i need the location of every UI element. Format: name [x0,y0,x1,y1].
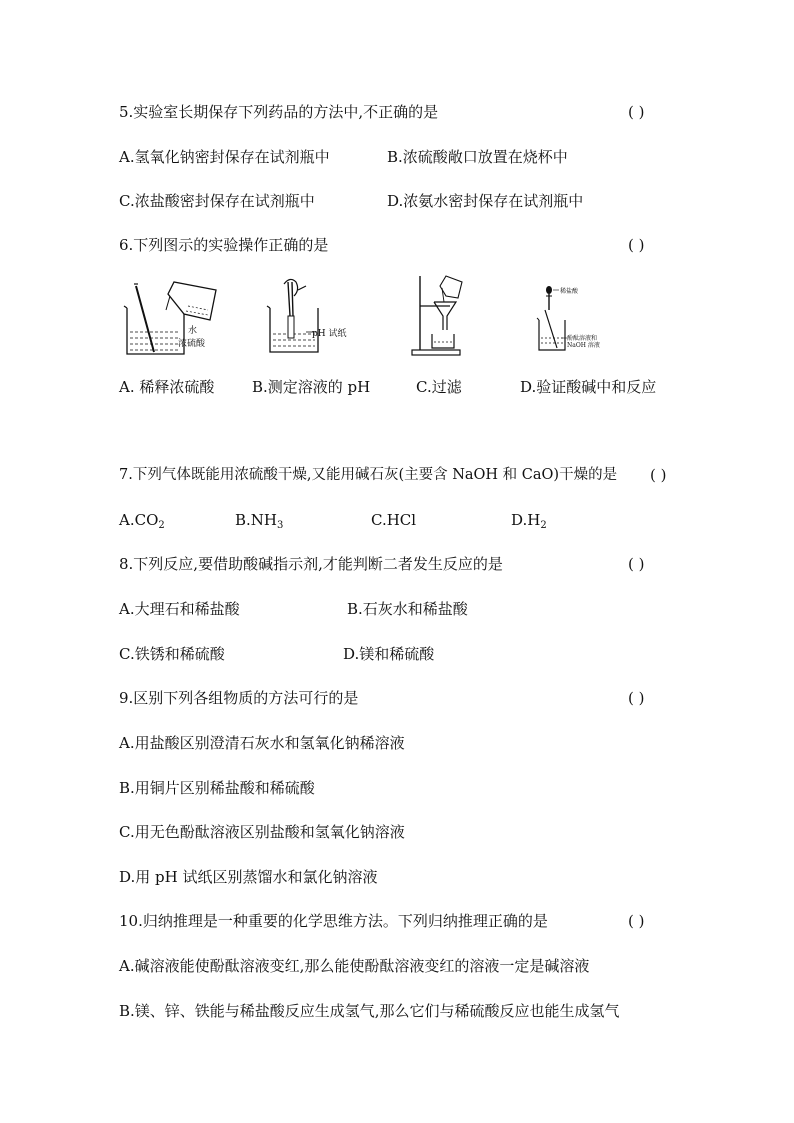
q8-option-b: B.石灰水和稀盐酸 [347,600,468,618]
q8-option-c: C.铁锈和稀硫酸 [119,645,225,663]
q10-option-a: A.碱溶液能使酚酞溶液变红,那么能使酚酞溶液变红的溶液一定是碱溶液 [119,957,590,975]
q10-option-b: B.镁、锌、铁能与稀盐酸反应生成氢气,那么它们与稀硫酸反应也能生成氢气 [119,1002,620,1020]
q7-option-b [235,510,283,530]
q5-answer-paren: ( ) [628,103,645,121]
label-phenol-2: NaOH 溶液 [567,342,600,349]
q5-option-d: D.浓氨水密封保存在试剂瓶中 [387,192,584,210]
q7-stem: 7.下列气体既能用浓硫酸干燥,又能用碱石灰(主要含 NaOH 和 CaO)干燥的是 [119,467,618,483]
label-conc-acid: 浓硫酸 [178,339,206,349]
q5-stem: 5.实验室长期保存下列药品的方法中,不正确的是 [119,103,439,121]
figure-dilute-acid [122,276,232,358]
q9-option-a: A.用盐酸区别澄清石灰水和氢氧化钠稀溶液 [119,734,405,752]
q6-option-d: D.验证酸碱中和反应 [520,378,657,396]
q7-option-b-text: B.NH [235,511,277,529]
q6-stem: 6.下列图示的实验操作正确的是 [119,236,329,254]
q5-option-c: C.浓盐酸密封保存在试剂瓶中 [119,192,315,210]
q8-option-d: D.镁和稀硫酸 [343,645,435,663]
q9-stem: 9.区别下列各组物质的方法可行的是 [119,689,359,707]
q7-option-a [119,510,165,530]
q6-option-c: C.过滤 [416,378,462,396]
q9-option-c: C.用无色酚酞溶液区别盐酸和氢氧化钠溶液 [119,823,405,841]
q6-answer-paren: ( ) [628,236,645,254]
q7-option-c: C.HCl [371,511,417,529]
q9-option-b: B.用铜片区别稀盐酸和稀硫酸 [119,779,315,797]
q7-option-d-sub: 2 [540,520,547,531]
q9-answer-paren: ( ) [628,689,645,707]
q7-option-d-text: D.H [511,511,541,529]
q8-answer-paren: ( ) [628,555,645,573]
figure-measure-ph [266,276,366,358]
figure-filtration [410,272,466,358]
label-phenol-1: 酚酞溶液和 [567,335,598,342]
q8-option-a: A.大理石和稀盐酸 [119,600,240,618]
label-water: 水 [188,326,198,336]
q10-answer-paren: ( ) [628,912,645,930]
q10-stem: 10.归纳推理是一种重要的化学思维方法。下列归纳推理正确的是 [119,912,548,930]
q9-option-d: D.用 pH 试纸区别蒸馏水和氯化钠溶液 [119,868,378,886]
q7-option-d [511,510,547,530]
q5-option-b: B.浓硫酸敞口放置在烧杯中 [387,148,568,166]
q7-option-b-sub: 3 [277,520,284,531]
q7-option-a-sub: 2 [158,520,165,531]
q5-option-a: A.氢氧化钠密封保存在试剂瓶中 [119,148,330,166]
label-dilute-hcl: 稀盐酸 [560,288,579,295]
q7-option-a-text: A.CO [119,511,159,529]
label-ph-paper: pH 试纸 [312,329,347,339]
figure-neutralization [535,282,615,358]
q8-stem: 8.下列反应,要借助酸碱指示剂,才能判断二者发生反应的是 [119,555,503,573]
q7-answer-paren: ( ) [650,466,667,484]
q6-option-b: B.测定溶液的 pH [252,378,371,396]
q6-option-a: A. 稀释浓硫酸 [119,378,215,396]
